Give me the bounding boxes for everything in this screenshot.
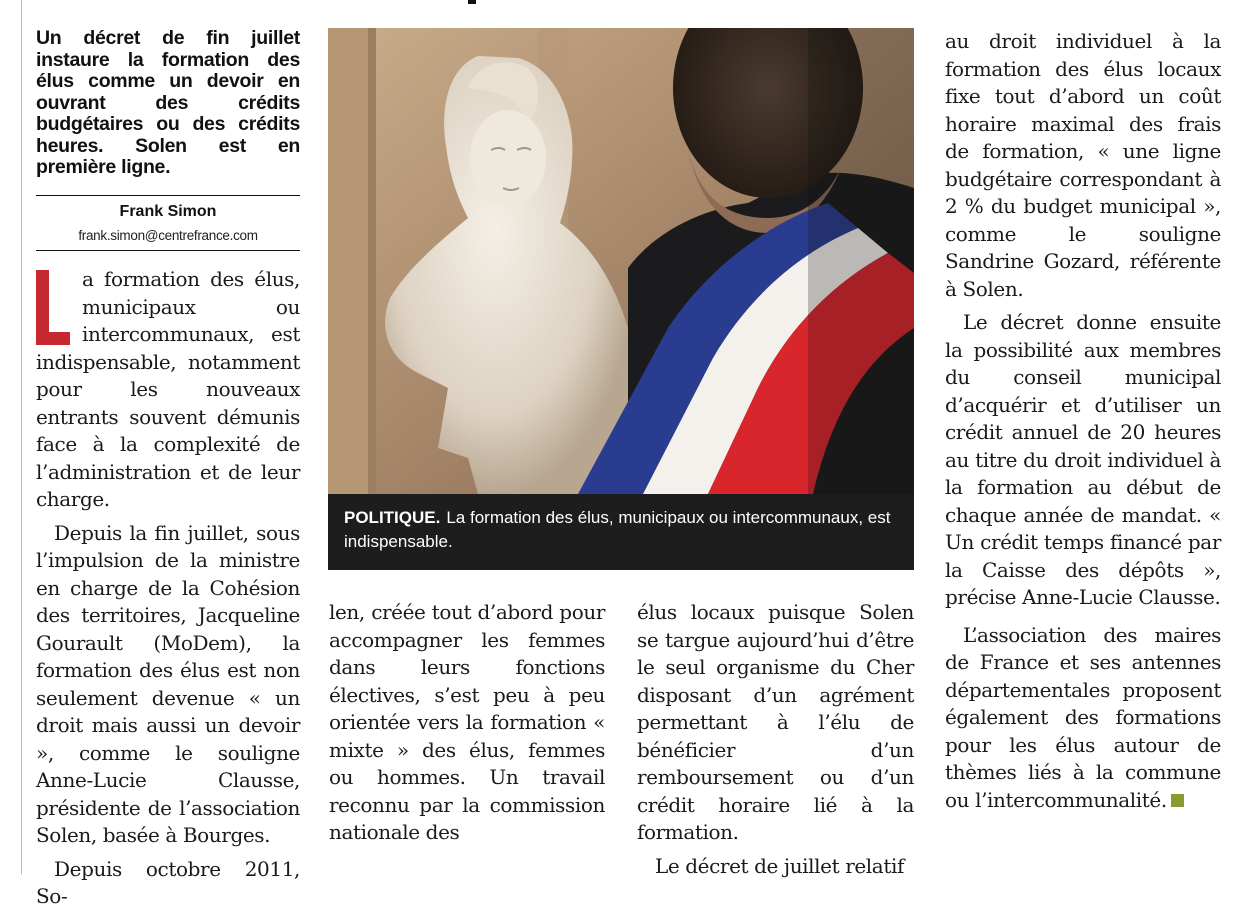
headline-fragment xyxy=(468,0,476,4)
paragraph-9 xyxy=(945,622,1221,815)
column-divider xyxy=(21,0,22,874)
byline-rule-top xyxy=(36,195,300,196)
paragraph-4: len, créée tout d’abord pour accompagner les femmes dans leurs fonctions électives, s’est peu à peu orientée vers la formation « mixte » des élus, femmes ou hommes. Un travail reconnu par la commission nationale des xyxy=(329,600,605,844)
paragraph-6: Le décret de juillet relatif xyxy=(655,853,904,878)
paragraph-8: Le décret donne ensuite la possibilité aux membres du conseil municipal d’acquérir et d’utiliser un crédit annuel de 20 heures au titre du droit individuel à la formation au début de chaque année de mandat. « Un crédit temps financé par la Caisse des dépôts », précise Anne-Lucie Clausse. xyxy=(945,310,1221,609)
paragraph-5: élus locaux puisque Solen se targue aujourd’hui d’être le seul organisme du Cher disposant d’un agrément permettant à l’élu de bénéficier d’un remboursement ou d’un crédit horaire lié à la formation. xyxy=(637,600,914,844)
article-column-3 xyxy=(637,599,914,880)
author-name: Frank Simon xyxy=(119,203,217,220)
marianne-bust-with-sash-image xyxy=(328,28,914,494)
paragraph-text: a formation des élus, municipaux ou intercommunaux, est indispensable, notamment pour les nouveaux entrants souvent démunis face à la complexité de l’administration et de leur charge. xyxy=(36,267,300,511)
paragraph-1 xyxy=(36,266,300,514)
paragraph-9-text: L’association des maires de France et ses antennes départementales proposent également des formations pour les élus autour de thèmes liés à la commune ou l’intercommunalité. xyxy=(945,622,1221,812)
article-column-1 xyxy=(36,266,300,911)
article-chapo: Un décret de fin juillet instaure la formation des élus comme un devoir en ouvrant des crédits budgétaires ou des crédits heures. Solen est en première ligne. xyxy=(36,27,300,178)
paragraph-7: au droit individuel à la formation des élus locaux fixe tout d’abord un coût horaire maximal des frais de formation, « une ligne budgétaire correspondant à 2 % du budget municipal », comme le souligne Sandrine Gozard, référente à Solen. xyxy=(945,29,1221,301)
article-column-2 xyxy=(329,599,605,847)
caption-text: La formation des élus, municipaux ou intercommunaux, est indispensable. xyxy=(344,508,891,551)
dropcap-l-icon xyxy=(36,270,70,345)
article-column-4 xyxy=(945,28,1221,814)
byline-rule-bottom xyxy=(36,250,300,251)
photo-caption xyxy=(328,494,914,570)
article-photo xyxy=(328,28,914,494)
paragraph-2: Depuis la fin juillet, sous l’impulsion de la ministre en charge de la Cohésion des territoires, Jacqueline Gourault (MoDem), la formation des élus est non seulement devenue « un droit mais aussi un devoir », comme le souligne Anne-Lucie Clausse, présidente de l’association Solen, basée à Bourges. xyxy=(36,520,300,847)
paragraph-3: Depuis octobre 2011, So- xyxy=(36,856,300,908)
caption-label: POLITIQUE. xyxy=(344,508,441,527)
author-email[interactable]: frank.simon@centrefrance.com xyxy=(78,228,258,243)
end-of-article-square-icon xyxy=(1171,794,1184,807)
